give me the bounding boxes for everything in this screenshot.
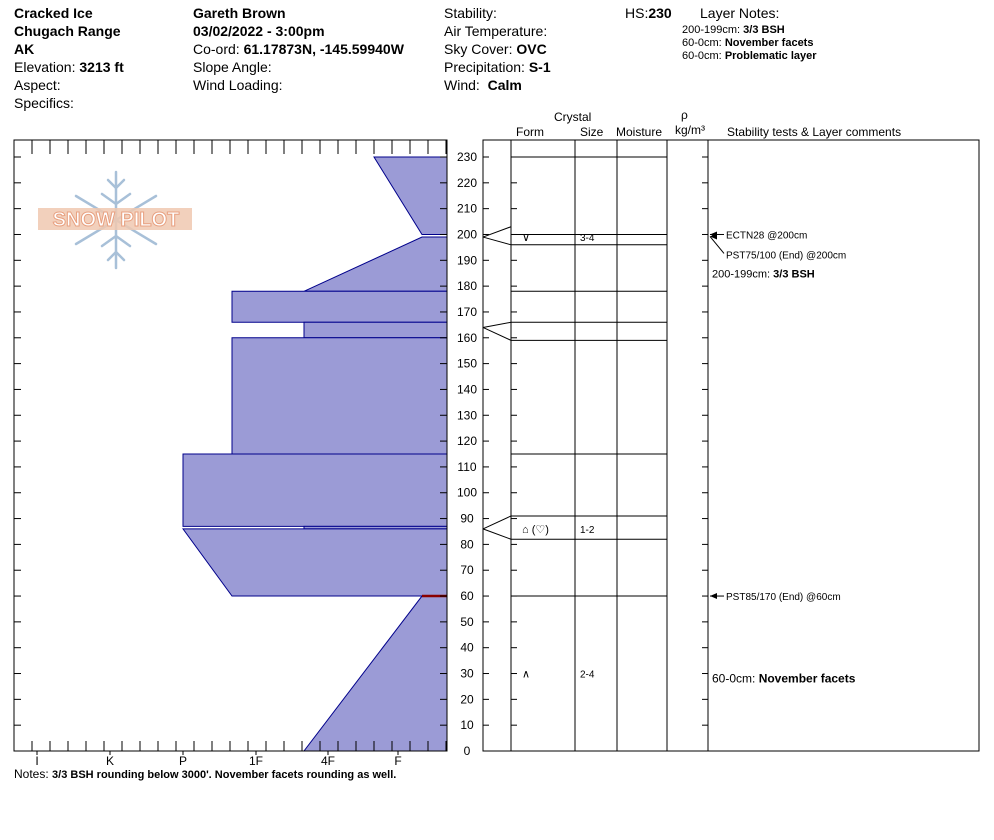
layer-note-text: 3/3 BSH [743,24,785,36]
y-tick-label: 130 [456,408,478,423]
crystal-marks [522,232,595,680]
hardness-layer [304,322,447,337]
y-tick-label: 190 [456,253,478,268]
layer-comment-range: 60-0cm: [712,671,759,686]
layer-fan-line [483,322,511,327]
elevation-label: Elevation: [14,59,76,75]
layer-note-text: November facets [724,37,814,49]
layer-fan-line [483,516,511,529]
layer-comment-text: November facets [758,671,856,686]
state-name: AK [14,41,35,57]
layer-fan-line [483,227,511,237]
hardness-scale-label: 1F [248,754,264,768]
hs-value: 230 [648,5,672,21]
observer-name: Gareth Brown [193,5,286,21]
y-tick-label: 210 [456,201,478,216]
test-arrow-head [710,593,717,599]
moisture-header: Moisture [616,125,663,139]
notes-row [14,767,396,781]
crystal-size: 1-2 [580,524,595,536]
hardness-layers [183,157,447,751]
hardness-layer [183,529,447,596]
stability-test-label: PST75/100 (End) @200cm [726,250,847,262]
y-tick-label: 40 [460,640,474,655]
crystal-form: ∧ [522,668,531,681]
y-tick-label: 120 [456,434,478,449]
layer-fan-line [483,529,511,539]
y-tick-label: 170 [456,304,478,319]
stability-test-label: ECTN28 @200cm [726,230,808,242]
layer-fan-line [483,237,511,245]
y-tick-label: 230 [456,150,478,164]
layer-notes-title: Layer Notes: [700,5,780,21]
sky-cover-label: Sky Cover: [444,41,513,57]
precipitation-value: S-1 [528,59,551,75]
notes-label: Notes: [14,767,49,781]
precipitation-label: Precipitation: [444,59,525,75]
wind-value: Calm [487,77,522,93]
hardness-layer [304,596,447,751]
hardness-layer [232,338,447,454]
snowpilot-logo [36,170,196,270]
crystal-form: ⌂ (♡) [522,523,549,536]
rho-header: ρ [681,108,688,122]
stability-label: Stability: [444,5,497,21]
crystal-form: ∨ [522,232,531,245]
y-tick-label: 220 [456,175,478,190]
layer-comment [712,268,815,280]
location-name: Cracked Ice [14,5,93,21]
layer-fan-line [483,327,511,340]
stability-test-marks [710,230,856,685]
coord-value: 61.17873N, -145.59940W [243,41,404,57]
hs-label: HS: [625,5,649,21]
wind-loading-label: Wind Loading: [193,77,283,93]
layer-note-range: 200-199cm: [682,24,741,36]
hardness-scale-label: I [35,754,39,768]
form-header: Form [516,125,544,139]
crystal-size: 3-4 [580,233,595,245]
crystal-header: Crystal [554,110,592,124]
aspect-label: Aspect: [14,77,61,93]
hardness-layer [374,157,447,234]
slope-label: Slope Angle: [193,59,272,75]
hardness-scale-label: 4F [320,754,336,768]
y-tick-label: 0 [463,744,471,758]
layer-note-range: 60-0cm: [682,37,722,49]
layer-note-text: Problematic layer [724,50,817,62]
crystal-size: 2-4 [580,669,595,681]
hardness-scale-label: K [105,754,115,768]
layer-comment-range: 200-199cm: [712,268,774,281]
y-tick-label: 180 [456,279,478,294]
coord-label: Co-ord: [193,41,240,57]
air-temp-label: Air Temperature: [444,23,548,39]
y-tick-label: 100 [456,485,478,500]
hardness-layer [232,291,447,322]
y-tick-label: 110 [457,459,477,474]
hardness-scale-label: P [178,754,188,768]
hardness-layer [304,237,447,291]
density-header: kg/m³ [675,123,705,137]
hardness-scale-label: F [394,754,402,768]
y-tick-label: 20 [460,692,474,707]
elevation-value: 3213 ft [79,59,124,75]
y-tick-label: 60 [460,589,474,604]
range-name: Chugach Range [14,23,121,39]
notes-text: 3/3 BSH rounding below 3000'. November facets rounding as well. [52,769,397,781]
stability-test-label: PST85/170 (End) @60cm [726,592,841,604]
layer-comment [712,672,856,686]
layer-note-range: 60-0cm: [682,50,722,62]
y-tick-label: 150 [456,356,478,371]
y-tick-label: 200 [456,227,478,242]
specifics-label: Specifics: [14,95,74,111]
y-tick-label: 160 [456,330,478,345]
y-tick-label: 140 [456,382,478,397]
logo-text: SNOW PILOT [52,209,180,231]
wind-label: Wind: [444,77,480,93]
y-tick-label: 90 [460,511,474,526]
y-tick-label: 10 [460,718,474,733]
sky-cover-value: OVC [516,41,547,57]
y-tick-label: 70 [460,563,474,578]
y-tick-label: 80 [460,537,474,552]
layer-comment-text: 3/3 BSH [773,268,815,281]
comments-header: Stability tests & Layer comments [727,125,902,139]
observation-datetime: 03/02/2022 - 3:00pm [193,23,325,39]
y-tick-label: 30 [460,666,474,681]
size-header: Size [580,125,604,139]
y-tick-label: 50 [460,614,474,629]
hardness-layer [183,454,447,526]
